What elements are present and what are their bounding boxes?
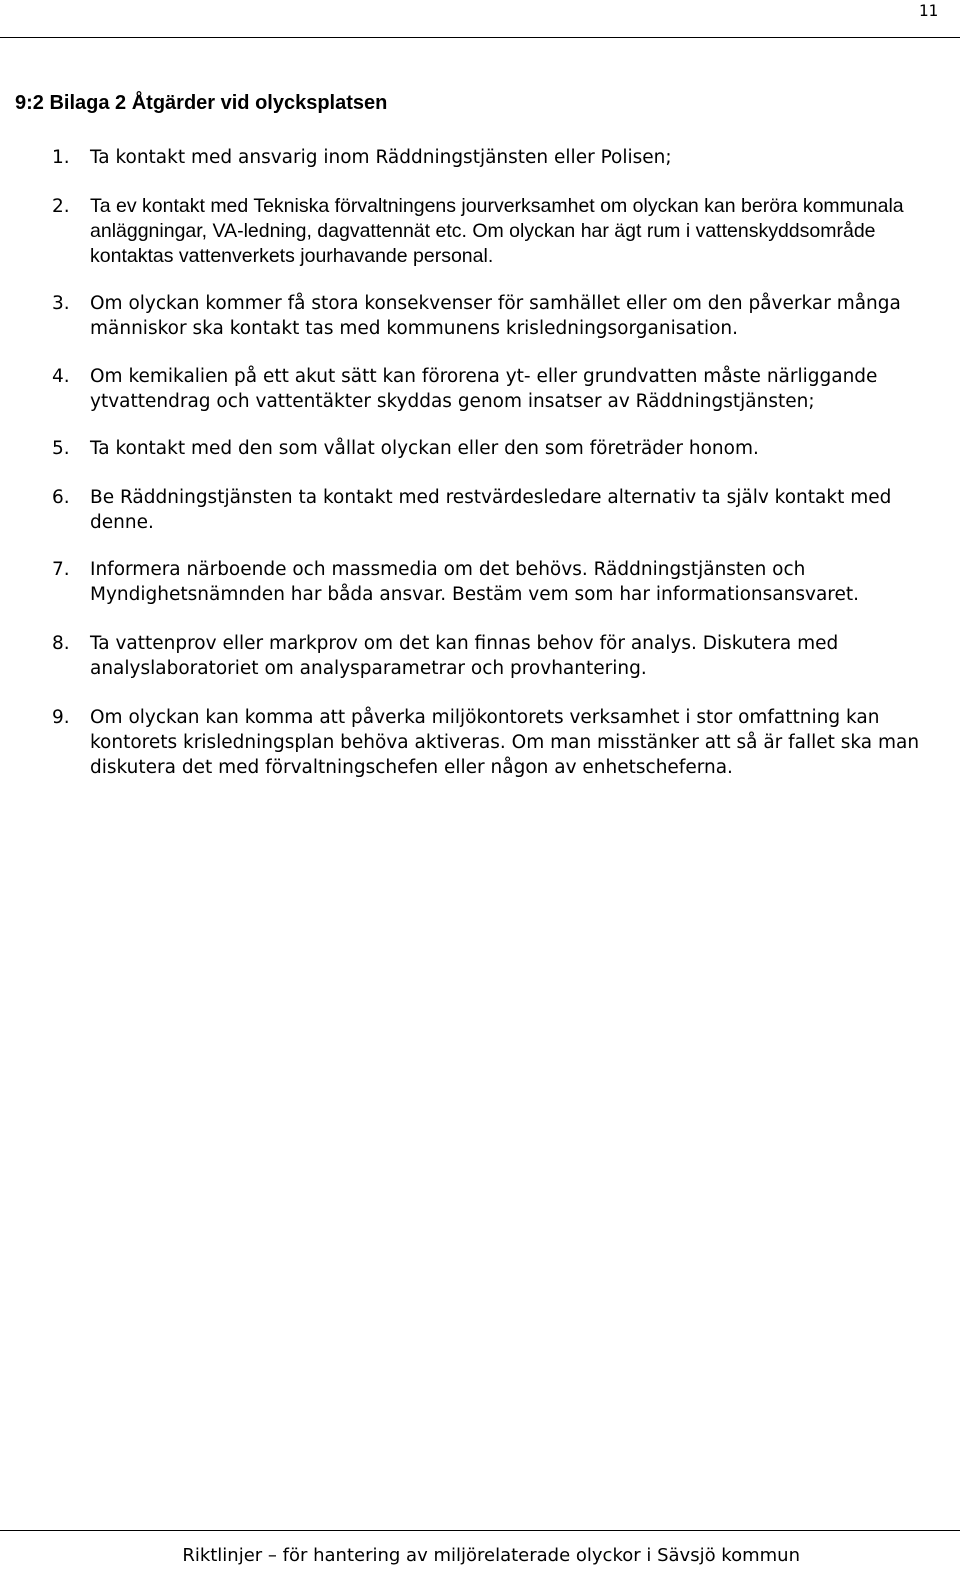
step-number: 7.	[52, 559, 70, 580]
step-item	[0, 291, 940, 341]
action-steps-list	[0, 145, 940, 780]
step-text: Om olyckan kommer få stora konsekvenser för samhället eller om den påverkar många människor ska kontakt tas med kommunens krisledningsorganisation.	[90, 293, 901, 339]
step-text: Informera närboende och massmedia om det behövs. Räddningstjänsten och Myndighetsnämnden har båda ansvar. Bestäm vem som har informationsansvaret.	[90, 559, 859, 605]
step-item	[0, 364, 940, 414]
step-item	[0, 557, 940, 607]
step-item	[0, 631, 940, 681]
step-number: 8.	[52, 633, 70, 654]
step-number: 6.	[52, 487, 70, 508]
step-text: Om kemikalien på ett akut sätt kan förorena yt- eller grundvatten måste närliggande ytvattendrag och vattentäkter skyddas genom insatser av Räddningstjänsten;	[90, 366, 878, 412]
step-number: 4.	[52, 366, 70, 387]
step-number: 9.	[52, 707, 70, 728]
section-heading: 9:2 Bilaga 2 Åtgärder vid olycksplatsen	[15, 92, 388, 114]
step-text: Ta kontakt med den som vållat olyckan eller den som företräder honom.	[90, 438, 759, 459]
step-text: Be Räddningstjänsten ta kontakt med restvärdesledare alternativ ta själv kontakt med denne.	[90, 487, 892, 533]
header-divider	[0, 37, 960, 38]
step-text: Ta ev kontakt med Tekniska förvaltningens jourverksamhet om olyckan kan beröra kommunala anläggningar, VA-ledning, dagvattennät etc. Om olyckan har ägt rum i vattenskyddsområde kontaktas vattenverkets jourhavande personal.	[90, 195, 904, 267]
footer-divider	[0, 1530, 960, 1531]
page-number: 11	[918, 1, 938, 20]
step-item	[0, 194, 940, 269]
step-item	[0, 485, 940, 535]
step-number: 1.	[52, 147, 70, 168]
step-number: 3.	[52, 293, 70, 314]
step-number: 2.	[52, 196, 70, 217]
step-text: Ta vattenprov eller markprov om det kan finnas behov för analys. Diskutera med analyslaboratoriet om analysparametrar och provhantering.	[90, 633, 839, 679]
step-item	[0, 705, 940, 780]
step-number: 5.	[52, 438, 70, 459]
page-footer: Riktlinjer – för hantering av miljörelaterade olyckor i Sävsjö kommun	[182, 1545, 800, 1566]
step-text: Om olyckan kan komma att påverka miljökontorets verksamhet i stor omfattning kan kontorets krisledningsplan behöva aktiveras. Om man misstänker att så är fallet ska man diskutera det med förvaltningschefen eller någon av enhetscheferna.	[90, 707, 920, 778]
step-text: Ta kontakt med ansvarig inom Räddningstjänsten eller Polisen;	[90, 147, 672, 168]
step-item	[0, 145, 940, 170]
step-item	[0, 436, 940, 461]
